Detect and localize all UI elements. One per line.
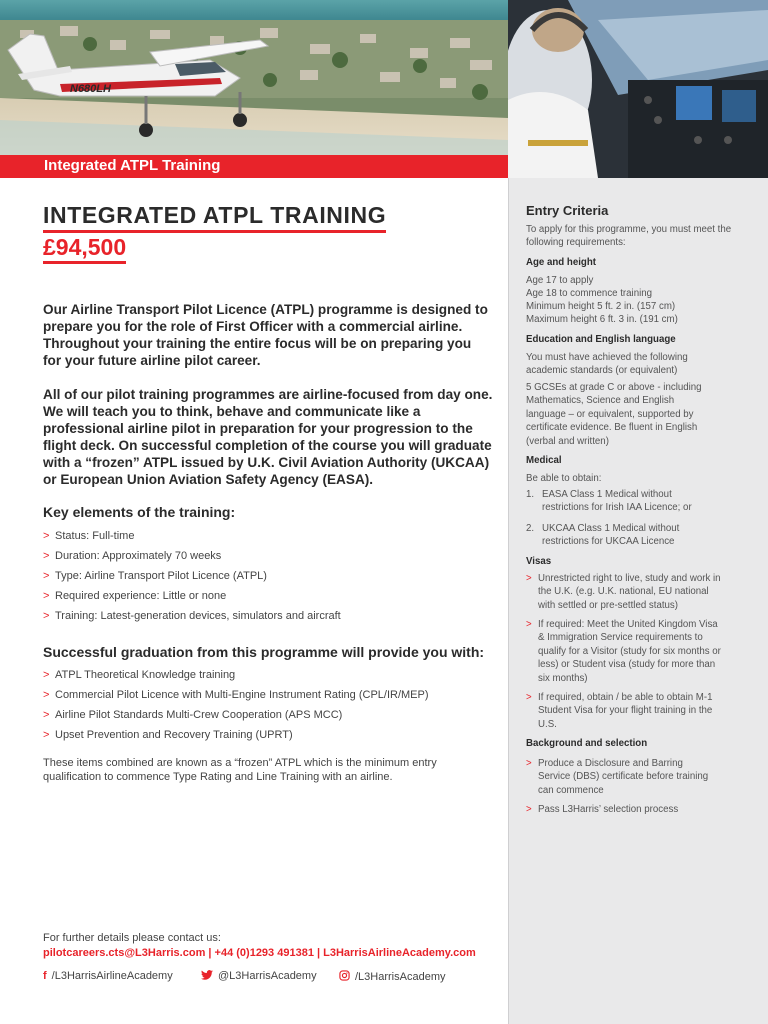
- list-item: > Required experience: Little or none: [43, 590, 227, 602]
- visas-heading: Visas: [526, 556, 552, 567]
- medical-item: 2. UKCAA Class 1 Medical without restrictions for UKCAA Licence: [526, 523, 680, 548]
- chevron-right-icon: >: [43, 689, 50, 701]
- chevron-right-icon: >: [526, 804, 532, 815]
- background-item: > Pass L3Harris’ selection process: [526, 804, 679, 815]
- age-line: Minimum height 5 ft. 2 in. (157 cm): [526, 301, 676, 312]
- background-heading: Background and selection: [526, 738, 648, 749]
- contact-block: [43, 932, 503, 959]
- background-item: > Produce a Disclosure and Barring Service (DBS) certificate before training can commence: [526, 758, 709, 796]
- hero-image-strip: [0, 0, 768, 178]
- chevron-right-icon: >: [43, 550, 50, 562]
- aircraft-photo: [0, 0, 508, 178]
- entry-criteria-title: Entry Criteria: [526, 203, 609, 218]
- price: £94,500: [43, 233, 126, 264]
- entry-criteria-intro: To apply for this programme, you must meet the following requirements:: [526, 224, 732, 249]
- graduation-list: [43, 668, 493, 748]
- visa-item: > If required: Meet the United Kingdom Visa & Immigration Service requirements to qualify for a Visitor (study for six months or less) or Student visa (study for more than six months): [526, 619, 721, 684]
- chevron-right-icon: >: [43, 570, 50, 582]
- contact-links[interactable]: pilotcareers.cts@L3Harris.com | +44 (0)1293 491381 | L3HarrisAirlineAcademy.com: [43, 947, 476, 959]
- chevron-right-icon: >: [43, 590, 50, 602]
- twitter-icon: [201, 970, 213, 980]
- visa-item: > Unrestricted right to live, study and work in the U.K. (e.g. U.K. national, EU national with settled or pre-settled status): [526, 573, 721, 611]
- list-item: > Duration: Approximately 70 weeks: [43, 550, 222, 562]
- chevron-right-icon: >: [526, 619, 532, 630]
- closing-note: These items combined are known as a “frozen” ATPL which is the minimum entry qualification to commence Type Rating and Line Training with an airline.: [43, 757, 437, 783]
- medical-heading: Medical: [526, 455, 562, 466]
- list-item: > Type: Airline Transport Pilot Licence (ATPL): [43, 570, 267, 582]
- education-text: You must have achieved the following academic standards (or equivalent): [526, 352, 688, 377]
- social-links: [43, 970, 503, 986]
- section-banner: [0, 155, 508, 178]
- chevron-right-icon: >: [526, 573, 532, 584]
- chevron-right-icon: >: [526, 758, 532, 769]
- visa-item: > If required, obtain / be able to obtain M-1 Student Visa for your flight training in the U.S.: [526, 692, 713, 730]
- chevron-right-icon: >: [43, 709, 50, 721]
- facebook-link[interactable]: f /L3HarrisAirlineAcademy: [43, 970, 173, 982]
- contact-label: For further details please contact us:: [43, 932, 221, 944]
- age-line: Age 18 to commence training: [526, 288, 653, 299]
- education-heading: Education and English language: [526, 334, 676, 345]
- twitter-link[interactable]: @L3HarrisAcademy: [201, 970, 317, 982]
- chevron-right-icon: >: [526, 692, 532, 703]
- age-height-heading: Age and height: [526, 257, 596, 268]
- page-title: INTEGRATED ATPL TRAINING: [43, 200, 386, 233]
- list-item: > Commercial Pilot Licence with Multi-Engine Instrument Rating (CPL/IR/MEP): [43, 689, 429, 701]
- list-item: > Training: Latest-generation devices, simulators and aircraft: [43, 610, 341, 622]
- main-content: [43, 200, 493, 783]
- chevron-right-icon: >: [43, 610, 50, 622]
- instagram-link[interactable]: /L3HarrisAcademy: [339, 970, 445, 983]
- aircraft-registration: N680LH: [70, 83, 111, 95]
- intro-paragraph-2: All of our pilot training programmes are airline-focused from day one. We will teach you to think, behave and communicate like a professional airline pilot in preparation for your progression to the flight deck. On successful completion of the course you will graduate with a “frozen” ATPL issued by U.K. Civil Aviation Authority (UKCAA) or European Union Aviation Safety Agency (EASA).: [43, 387, 493, 487]
- intro-paragraph-1: Our Airline Transport Pilot Licence (ATPL) programme is designed to prepare you for the role of First Officer with a commercial airline. Throughout your training the entire focus will be on preparing you for your future airline pilot career.: [43, 302, 488, 368]
- banner-label: Integrated ATPL Training: [44, 157, 221, 174]
- key-elements-heading: Key elements of the training:: [43, 504, 236, 520]
- education-text: 5 GCSEs at grade C or above - including Mathematics, Science and English language – or equivalent, supported by certificate evidence. Be fluent in English (verbal and written): [526, 382, 702, 447]
- age-line: Maximum height 6 ft. 3 in. (191 cm): [526, 314, 678, 325]
- graduation-heading: Successful graduation from this programme will provide you with:: [43, 644, 485, 660]
- key-elements-list: [43, 529, 493, 629]
- age-line: Age 17 to apply: [526, 275, 594, 286]
- medical-intro: Be able to obtain:: [526, 473, 602, 484]
- facebook-icon: f: [43, 970, 47, 982]
- list-item: > Upset Prevention and Recovery Training (UPRT): [43, 729, 293, 741]
- list-item: > ATPL Theoretical Knowledge training: [43, 669, 236, 681]
- chevron-right-icon: >: [43, 729, 50, 741]
- instagram-icon: [339, 970, 350, 981]
- chevron-right-icon: >: [43, 669, 50, 681]
- medical-item: 1. EASA Class 1 Medical without restrictions for Irish IAA Licence; or: [526, 489, 692, 514]
- chevron-right-icon: >: [43, 530, 50, 542]
- list-item: > Status: Full-time: [43, 530, 135, 542]
- list-item: > Airline Pilot Standards Multi-Crew Cooperation (APS MCC): [43, 709, 343, 721]
- cockpit-photo: [508, 0, 768, 178]
